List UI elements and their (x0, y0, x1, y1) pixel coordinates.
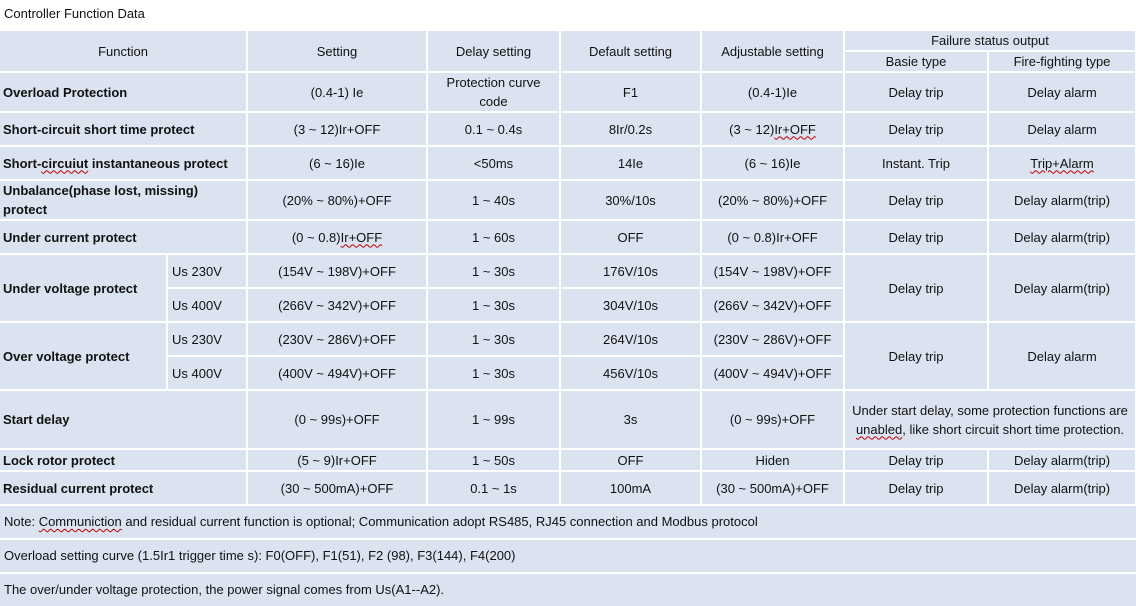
basie-cell: Delay trip (845, 181, 987, 219)
adjustable-cell: (154V ~ 198V)+OFF (702, 255, 843, 287)
basie-cell: Delay trip (845, 323, 987, 389)
table-row (0, 221, 1135, 253)
delay-cell: 0.1 ~ 0.4s (428, 113, 559, 145)
adjustable-cell: (20% ~ 80%)+OFF (702, 181, 843, 219)
adjustable-cell: (6 ~ 16)Ie (702, 147, 843, 179)
delay-cell: 1 ~ 40s (428, 181, 559, 219)
function-cell: Over voltage protect (0, 323, 166, 389)
adjustable-cell (702, 113, 843, 145)
adjustable-cell: (0 ~ 99s)+OFF (702, 391, 843, 448)
note-part: Note: (4, 514, 39, 529)
adjustable-cell: (0.4-1)Ie (702, 73, 843, 111)
function-cell (0, 147, 246, 179)
basie-cell: Instant. Trip (845, 147, 987, 179)
spellcheck-word: Communiction (38, 514, 122, 529)
default-cell: F1 (561, 73, 700, 111)
default-cell: 8Ir/0.2s (561, 113, 700, 145)
basie-cell: Delay trip (845, 450, 987, 470)
delay-cell: 1 ~ 99s (428, 391, 559, 448)
setting-cell (248, 221, 426, 253)
table-row (0, 450, 1135, 470)
output-part: , like short circuit short time protection. (902, 421, 1125, 437)
delay-cell: 1 ~ 50s (428, 450, 559, 470)
function-cell: Under current protect (0, 221, 246, 253)
default-cell: 100mA (561, 472, 700, 504)
spellcheck-word: Ir+OFF (340, 229, 383, 245)
adjustable-cell: Hiden (702, 450, 843, 470)
adjustable-cell: (230V ~ 286V)+OFF (702, 323, 843, 355)
table-row (0, 472, 1135, 504)
default-cell: 3s (561, 391, 700, 448)
default-cell: 14Ie (561, 147, 700, 179)
setting-cell: (266V ~ 342V)+OFF (248, 289, 426, 321)
voltage-cell: Us 230V (168, 323, 246, 355)
table-row (0, 323, 1135, 355)
delay-cell: Protection curve code (428, 73, 559, 111)
setting-cell: (400V ~ 494V)+OFF (248, 357, 426, 389)
fire-cell: Delay alarm (989, 113, 1135, 145)
output-part: Under start delay, some protection functions are (852, 402, 1128, 418)
fire-cell: Delay alarm (989, 323, 1135, 389)
basie-cell: Delay trip (845, 255, 987, 321)
function-data-table (0, 29, 1136, 506)
spellcheck-word: circuiut (41, 155, 89, 171)
setting-range: (0 ~ 0.8) (291, 229, 341, 245)
basie-cell: Delay trip (845, 113, 987, 145)
setting-cell: (30 ~ 500mA)+OFF (248, 472, 426, 504)
setting-cell: (3 ~ 12)Ir+OFF (248, 113, 426, 145)
fire-cell: Delay alarm (989, 73, 1135, 111)
adjustable-range: (3 ~ 12) (729, 121, 775, 137)
setting-cell: (154V ~ 198V)+OFF (248, 255, 426, 287)
table-row (0, 391, 1135, 448)
header-basie-type: Basie type (845, 52, 987, 71)
function-part: Short- (3, 155, 42, 171)
default-cell: 30%/10s (561, 181, 700, 219)
fire-cell: Delay alarm(trip) (989, 221, 1135, 253)
function-cell: Start delay (0, 391, 246, 448)
setting-cell: (0.4-1) Ie (248, 73, 426, 111)
table-row (0, 73, 1135, 111)
table-row (0, 181, 1135, 219)
delay-cell: 1 ~ 30s (428, 255, 559, 287)
setting-cell: (20% ~ 80%)+OFF (248, 181, 426, 219)
spellcheck-word: Ir+OFF (774, 121, 816, 137)
function-cell: Overload Protection (0, 73, 246, 111)
header-fire-fighting-type: Fire-fighting type (989, 52, 1135, 71)
adjustable-cell: (266V ~ 342V)+OFF (702, 289, 843, 321)
fire-cell: Delay alarm(trip) (989, 472, 1135, 504)
adjustable-cell: (0 ~ 0.8)Ir+OFF (702, 221, 843, 253)
header-setting: Setting (248, 31, 426, 71)
delay-cell: 0.1 ~ 1s (428, 472, 559, 504)
note-communication (0, 506, 1136, 538)
setting-cell: (0 ~ 99s)+OFF (248, 391, 426, 448)
spellcheck-word: Trip+Alarm (1030, 155, 1094, 171)
header-default-setting: Default setting (561, 31, 700, 71)
voltage-cell: Us 230V (168, 255, 246, 287)
default-cell: 176V/10s (561, 255, 700, 287)
fire-cell: Delay alarm(trip) (989, 255, 1135, 321)
default-cell: OFF (561, 221, 700, 253)
basie-cell: Delay trip (845, 73, 987, 111)
function-cell: Under voltage protect (0, 255, 166, 321)
fire-cell: Delay alarm(trip) (989, 450, 1135, 470)
delay-cell: <50ms (428, 147, 559, 179)
header-adjustable-setting: Adjustable setting (702, 31, 843, 71)
table-header-row (0, 31, 1135, 50)
setting-cell: (230V ~ 286V)+OFF (248, 323, 426, 355)
header-delay-setting: Delay setting (428, 31, 559, 71)
sheet-title: Controller Function Data (0, 0, 1136, 29)
table-row (0, 255, 1135, 287)
note-overload-curve: Overload setting curve (1.5Ir1 trigger time s): F0(OFF), F1(51), F2 (98), F3(144), F4(200) (0, 540, 1136, 572)
header-failure-status-output: Failure status output (845, 31, 1135, 50)
basie-cell: Delay trip (845, 221, 987, 253)
note-part: and residual current function is optional; Communication adopt RS485, RJ45 connection and Modbus protocol (121, 514, 758, 529)
function-cell: Short-circuit short time protect (0, 113, 246, 145)
function-cell: Lock rotor protect (0, 450, 246, 470)
voltage-cell: Us 400V (168, 289, 246, 321)
output-cell (845, 391, 1135, 448)
default-cell: 264V/10s (561, 323, 700, 355)
delay-cell: 1 ~ 30s (428, 357, 559, 389)
fire-cell (989, 147, 1135, 179)
default-cell: OFF (561, 450, 700, 470)
spellcheck-word: unabled (855, 421, 903, 437)
delay-cell: 1 ~ 60s (428, 221, 559, 253)
voltage-cell: Us 400V (168, 357, 246, 389)
delay-cell: 1 ~ 30s (428, 289, 559, 321)
setting-cell: (5 ~ 9)Ir+OFF (248, 450, 426, 470)
table-row (0, 147, 1135, 179)
note-voltage-source: The over/under voltage protection, the power signal comes from Us(A1--A2). (0, 574, 1136, 606)
fire-cell: Delay alarm(trip) (989, 181, 1135, 219)
default-cell: 456V/10s (561, 357, 700, 389)
function-cell: Unbalance(phase lost, missing) protect (0, 181, 246, 219)
setting-cell: (6 ~ 16)Ie (248, 147, 426, 179)
header-function: Function (0, 31, 246, 71)
function-cell: Residual current protect (0, 472, 246, 504)
adjustable-cell: (30 ~ 500mA)+OFF (702, 472, 843, 504)
basie-cell: Delay trip (845, 472, 987, 504)
default-cell: 304V/10s (561, 289, 700, 321)
delay-cell: 1 ~ 30s (428, 323, 559, 355)
function-part: instantaneous protect (88, 155, 228, 171)
table-row (0, 113, 1135, 145)
adjustable-cell: (400V ~ 494V)+OFF (702, 357, 843, 389)
